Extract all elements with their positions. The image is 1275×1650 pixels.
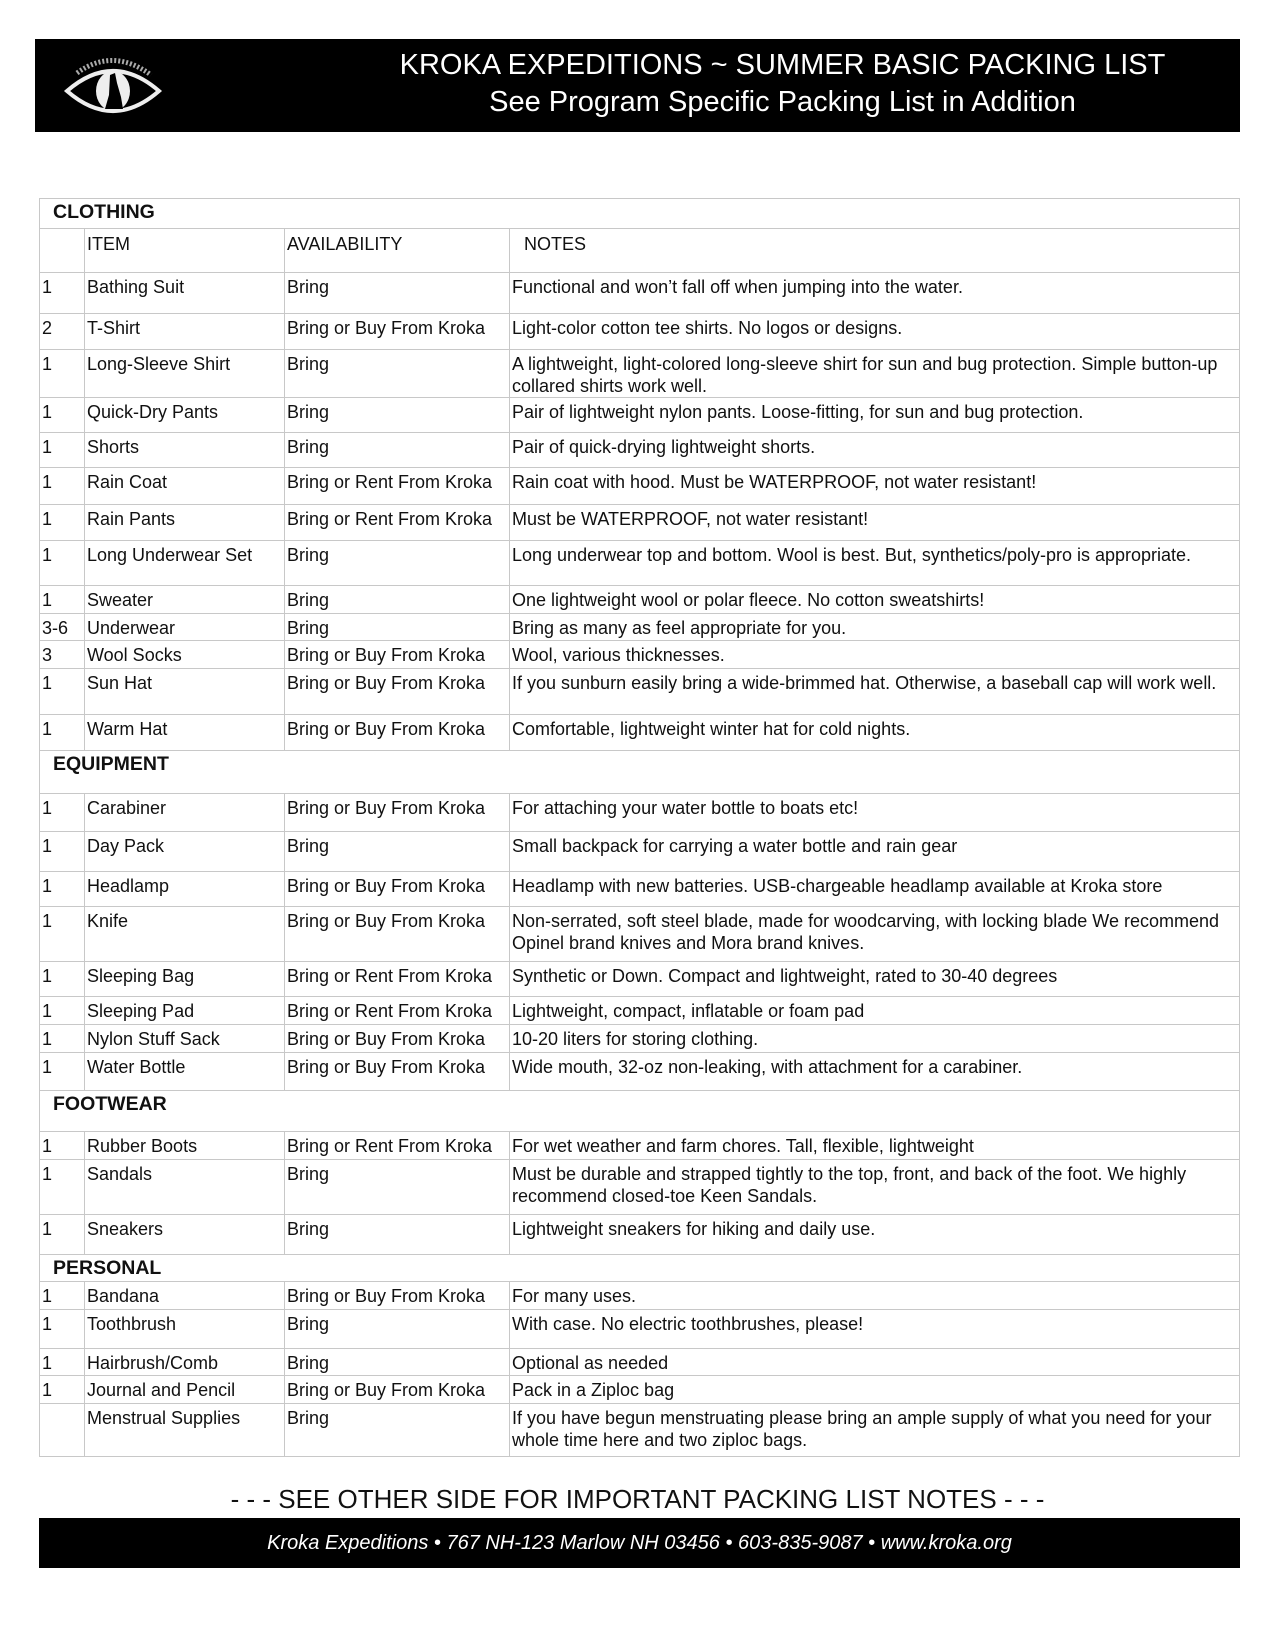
- item-availability: Bring or Buy From Kroka: [285, 1376, 510, 1404]
- item-name: Bathing Suit: [85, 273, 285, 314]
- item-name: Quick-Dry Pants: [85, 398, 285, 433]
- title-line-1: KROKA EXPEDITIONS ~ SUMMER BASIC PACKING LIST: [399, 49, 1166, 81]
- item-name: Sleeping Pad: [85, 997, 285, 1025]
- item-notes: Must be durable and strapped tightly to the top, front, and back of the foot. We highly recommend closed-toe Keen Sandals.: [510, 1160, 1240, 1215]
- table-row: [40, 1215, 1240, 1255]
- table-row: [40, 1310, 1240, 1349]
- item-availability: Bring or Buy From Kroka: [285, 872, 510, 907]
- item-name: Hairbrush/Comb: [85, 1349, 285, 1376]
- item-name: Long Underwear Set: [85, 541, 285, 586]
- table-row: [40, 997, 1240, 1025]
- column-header-row: [40, 229, 1240, 273]
- item-availability: Bring or Buy From Kroka: [285, 1053, 510, 1091]
- item-notes: Wide mouth, 32-oz non-leaking, with attachment for a carabiner.: [510, 1053, 1240, 1091]
- item-availability: Bring: [285, 1310, 510, 1349]
- item-notes: Small backpack for carrying a water bottle and rain gear: [510, 832, 1240, 872]
- item-name: Sneakers: [85, 1215, 285, 1255]
- item-quantity: 1: [40, 1025, 85, 1053]
- footer-contact: Kroka Expeditions • 767 NH-123 Marlow NH 03456 • 603-835-9087 • www.kroka.org: [39, 1518, 1240, 1568]
- item-notes: A lightweight, light-colored long-sleeve shirt for sun and bug protection. Simple button-up collared shirts work well.: [510, 350, 1240, 398]
- item-quantity: 1: [40, 1282, 85, 1310]
- item-notes: One lightweight wool or polar fleece. No cotton sweatshirts!: [510, 586, 1240, 614]
- item-name: Bandana: [85, 1282, 285, 1310]
- section-title: PERSONAL: [40, 1255, 1240, 1282]
- table-row: [40, 1404, 1240, 1457]
- item-name: Rain Coat: [85, 468, 285, 505]
- item-availability: Bring: [285, 273, 510, 314]
- item-quantity: 1: [40, 1349, 85, 1376]
- item-notes: If you sunburn easily bring a wide-brimmed hat. Otherwise, a baseball cap will work well.: [510, 669, 1240, 715]
- item-availability: Bring: [285, 1160, 510, 1215]
- item-name: Nylon Stuff Sack: [85, 1025, 285, 1053]
- table-row: [40, 1160, 1240, 1215]
- table-row: [40, 273, 1240, 314]
- item-quantity: 1: [40, 1053, 85, 1091]
- item-name: Sleeping Bag: [85, 962, 285, 997]
- table-row: [40, 505, 1240, 541]
- item-availability: Bring: [285, 832, 510, 872]
- item-availability: Bring: [285, 614, 510, 641]
- section-header-row: [40, 199, 1240, 229]
- availability-header: AVAILABILITY: [285, 229, 510, 273]
- item-availability: Bring: [285, 1215, 510, 1255]
- item-quantity: 1: [40, 468, 85, 505]
- item-notes: Pair of lightweight nylon pants. Loose-fitting, for sun and bug protection.: [510, 398, 1240, 433]
- item-availability: Bring or Buy From Kroka: [285, 314, 510, 350]
- item-availability: Bring: [285, 1404, 510, 1457]
- table-row: [40, 614, 1240, 641]
- item-notes: 10-20 liters for storing clothing.: [510, 1025, 1240, 1053]
- item-availability: Bring or Rent From Kroka: [285, 505, 510, 541]
- item-name: Water Bottle: [85, 1053, 285, 1091]
- item-notes: For many uses.: [510, 1282, 1240, 1310]
- table-row: [40, 794, 1240, 832]
- item-availability: Bring or Buy From Kroka: [285, 669, 510, 715]
- qty-header: [40, 229, 85, 273]
- item-name: Rubber Boots: [85, 1132, 285, 1160]
- item-name: Sandals: [85, 1160, 285, 1215]
- item-quantity: [40, 1404, 85, 1457]
- item-quantity: 1: [40, 1376, 85, 1404]
- section-header-row: [40, 1091, 1240, 1132]
- table-row: [40, 962, 1240, 997]
- item-quantity: 1: [40, 1132, 85, 1160]
- item-name: T-Shirt: [85, 314, 285, 350]
- item-notes: If you have begun menstruating please bring an ample supply of what you need for your whole time here and two ziploc bags.: [510, 1404, 1240, 1457]
- page-header: [35, 39, 1240, 132]
- item-name: Sweater: [85, 586, 285, 614]
- item-notes: Wool, various thicknesses.: [510, 641, 1240, 669]
- item-quantity: 1: [40, 541, 85, 586]
- table-row: [40, 907, 1240, 962]
- item-quantity: 1: [40, 1160, 85, 1215]
- item-name: Long-Sleeve Shirt: [85, 350, 285, 398]
- item-quantity: 1: [40, 997, 85, 1025]
- item-notes: For attaching your water bottle to boats etc!: [510, 794, 1240, 832]
- item-quantity: 2: [40, 314, 85, 350]
- item-availability: Bring or Buy From Kroka: [285, 1025, 510, 1053]
- item-availability: Bring: [285, 586, 510, 614]
- item-name: Wool Socks: [85, 641, 285, 669]
- item-notes: Lightweight, compact, inflatable or foam pad: [510, 997, 1240, 1025]
- item-notes: Pair of quick-drying lightweight shorts.: [510, 433, 1240, 468]
- item-availability: Bring or Rent From Kroka: [285, 962, 510, 997]
- item-availability: Bring or Rent From Kroka: [285, 1132, 510, 1160]
- section-header-row: [40, 751, 1240, 794]
- item-quantity: 1: [40, 398, 85, 433]
- item-availability: Bring or Buy From Kroka: [285, 715, 510, 751]
- item-quantity: 1: [40, 1215, 85, 1255]
- item-quantity: 1: [40, 586, 85, 614]
- item-quantity: 3: [40, 641, 85, 669]
- table-row: [40, 541, 1240, 586]
- table-row: [40, 314, 1240, 350]
- item-name: Headlamp: [85, 872, 285, 907]
- item-quantity: 1: [40, 832, 85, 872]
- item-availability: Bring or Buy From Kroka: [285, 794, 510, 832]
- item-availability: Bring: [285, 350, 510, 398]
- table-row: [40, 872, 1240, 907]
- item-name: Carabiner: [85, 794, 285, 832]
- item-quantity: 1: [40, 505, 85, 541]
- item-notes: Comfortable, lightweight winter hat for cold nights.: [510, 715, 1240, 751]
- item-availability: Bring or Rent From Kroka: [285, 997, 510, 1025]
- item-quantity: 1: [40, 433, 85, 468]
- item-quantity: 1: [40, 962, 85, 997]
- see-other-side-note: - - - SEE OTHER SIDE FOR IMPORTANT PACKING LIST NOTES - - -: [230, 1484, 1045, 1514]
- table-row: [40, 832, 1240, 872]
- item-notes: With case. No electric toothbrushes, please!: [510, 1310, 1240, 1349]
- item-quantity: 1: [40, 794, 85, 832]
- item-availability: Bring: [285, 541, 510, 586]
- item-notes: Lightweight sneakers for hiking and daily use.: [510, 1215, 1240, 1255]
- item-header: ITEM: [85, 229, 285, 273]
- table-row: [40, 1132, 1240, 1160]
- table-row: [40, 1053, 1240, 1091]
- table-row: [40, 669, 1240, 715]
- item-quantity: 3-6: [40, 614, 85, 641]
- section-header-row: [40, 1255, 1240, 1282]
- item-name: Underwear: [85, 614, 285, 641]
- item-name: Rain Pants: [85, 505, 285, 541]
- item-notes: Rain coat with hood. Must be WATERPROOF, not water resistant!: [510, 468, 1240, 505]
- item-name: Journal and Pencil: [85, 1376, 285, 1404]
- item-availability: Bring: [285, 433, 510, 468]
- item-quantity: 1: [40, 1310, 85, 1349]
- item-notes: Synthetic or Down. Compact and lightweight, rated to 30-40 degrees: [510, 962, 1240, 997]
- item-quantity: 1: [40, 715, 85, 751]
- item-notes: Bring as many as feel appropriate for you.: [510, 614, 1240, 641]
- table-row: [40, 1282, 1240, 1310]
- table-row: [40, 586, 1240, 614]
- table-row: [40, 398, 1240, 433]
- item-notes: Functional and won’t fall off when jumping into the water.: [510, 273, 1240, 314]
- item-name: Day Pack: [85, 832, 285, 872]
- item-quantity: 1: [40, 273, 85, 314]
- table-row: [40, 1025, 1240, 1053]
- section-title: EQUIPMENT: [40, 751, 1240, 794]
- table-row: [40, 641, 1240, 669]
- item-notes: Headlamp with new batteries. USB-chargeable headlamp available at Kroka store: [510, 872, 1240, 907]
- item-availability: Bring or Buy From Kroka: [285, 641, 510, 669]
- table-row: [40, 468, 1240, 505]
- table-row: [40, 1349, 1240, 1376]
- item-name: Menstrual Supplies: [85, 1404, 285, 1457]
- item-name: Sun Hat: [85, 669, 285, 715]
- item-availability: Bring or Buy From Kroka: [285, 907, 510, 962]
- item-availability: Bring or Buy From Kroka: [285, 1282, 510, 1310]
- item-availability: Bring: [285, 398, 510, 433]
- notes-header: NOTES: [510, 229, 1240, 273]
- table-row: [40, 350, 1240, 398]
- table-row: [40, 1376, 1240, 1404]
- item-name: Toothbrush: [85, 1310, 285, 1349]
- item-notes: For wet weather and farm chores. Tall, flexible, lightweight: [510, 1132, 1240, 1160]
- item-notes: Pack in a Ziploc bag: [510, 1376, 1240, 1404]
- item-notes: Must be WATERPROOF, not water resistant!: [510, 505, 1240, 541]
- item-notes: Light-color cotton tee shirts. No logos or designs.: [510, 314, 1240, 350]
- item-quantity: 1: [40, 350, 85, 398]
- item-availability: Bring or Rent From Kroka: [285, 468, 510, 505]
- packing-list-table: [39, 198, 1240, 1457]
- item-notes: Optional as needed: [510, 1349, 1240, 1376]
- item-name: Shorts: [85, 433, 285, 468]
- item-quantity: 1: [40, 872, 85, 907]
- item-notes: Non-serrated, soft steel blade, made for woodcarving, with locking blade We recommend Opinel brand knives and Mora brand knives.: [510, 907, 1240, 962]
- table-row: [40, 715, 1240, 751]
- item-availability: Bring: [285, 1349, 510, 1376]
- item-name: Warm Hat: [85, 715, 285, 751]
- title-line-2: See Program Specific Packing List in Addition: [489, 86, 1076, 118]
- table-row: [40, 433, 1240, 468]
- section-title: CLOTHING: [40, 199, 1240, 229]
- item-name: Knife: [85, 907, 285, 962]
- item-quantity: 1: [40, 907, 85, 962]
- item-quantity: 1: [40, 669, 85, 715]
- item-notes: Long underwear top and bottom. Wool is best. But, synthetics/poly-pro is appropriate.: [510, 541, 1240, 586]
- kroka-logo-icon: [63, 53, 163, 119]
- section-title: FOOTWEAR: [40, 1091, 1240, 1132]
